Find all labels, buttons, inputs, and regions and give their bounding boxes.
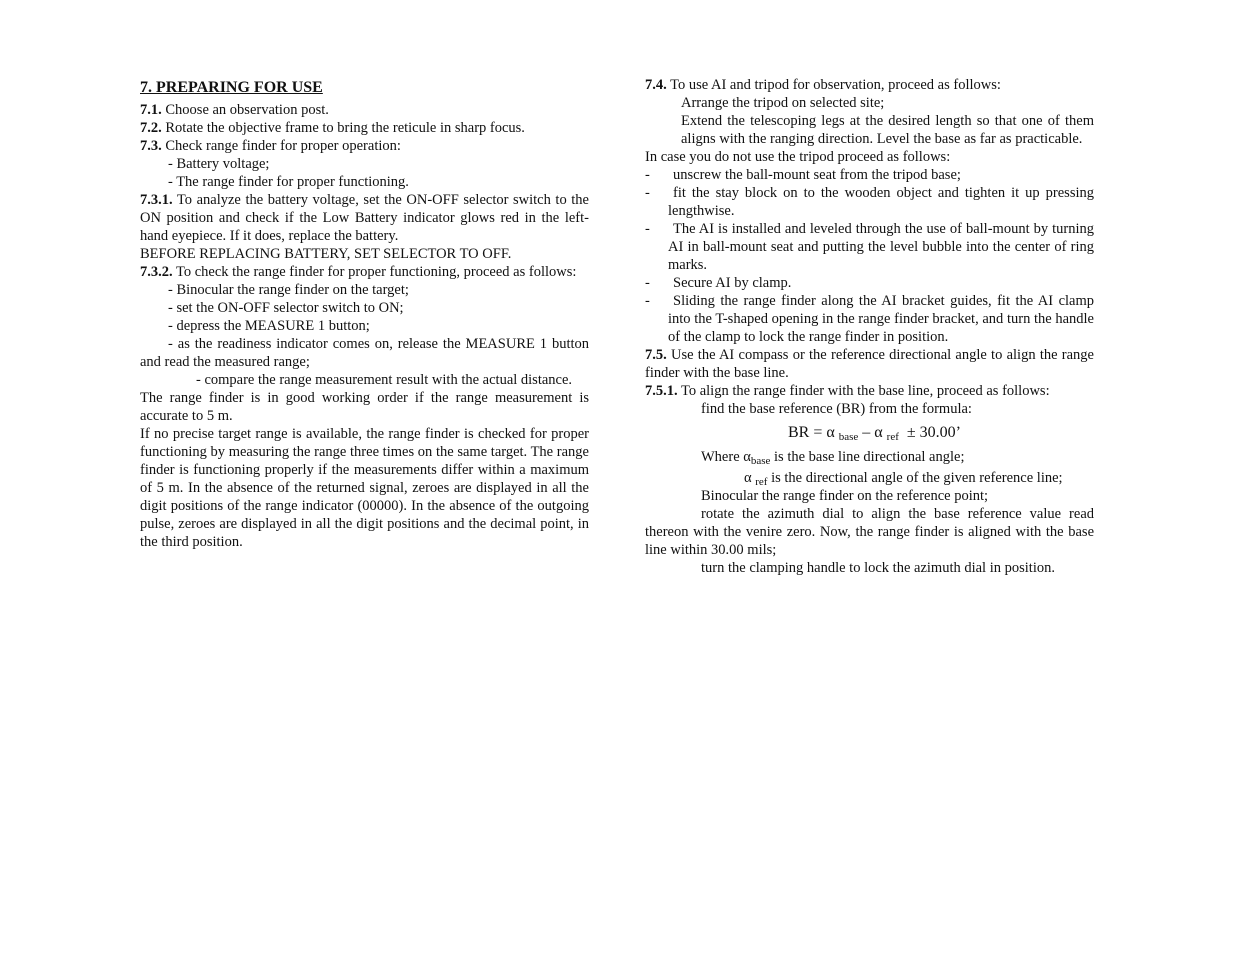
sub-step: Arrange the tripod on selected site; bbox=[681, 95, 885, 111]
list-item: - Binocular the range finder on the target; bbox=[168, 282, 409, 298]
step-number: 7.3.2. bbox=[140, 264, 173, 280]
formula-definition bbox=[645, 448, 1094, 466]
list-item: - Battery voltage; bbox=[168, 156, 270, 172]
step-text: To use AI and tripod for observation, proceed as follows: bbox=[666, 77, 1001, 93]
dash-item bbox=[645, 184, 1094, 220]
definition-text: is the base line directional angle; bbox=[770, 449, 965, 465]
step-7-5 bbox=[645, 346, 1094, 382]
dash-text: The AI is installed and leveled through the use of ball-mount by turning AI in ball-mount seat and putting the level bubble into the center of ring marks. bbox=[668, 221, 1094, 273]
dash-text: Secure AI by clamp. bbox=[673, 275, 792, 291]
formula-lhs: BR = α bbox=[787, 424, 839, 441]
step-text: Rotate the objective frame to bring the reticule in sharp focus. bbox=[161, 120, 525, 136]
dash-mark: - bbox=[645, 293, 650, 309]
dash-item bbox=[645, 274, 1094, 292]
list-item: - depress the MEASURE 1 button; bbox=[168, 318, 370, 334]
list-item: - set the ON-OFF selector switch to ON; bbox=[168, 300, 404, 316]
definition-text: is the directional angle of the given reference line; bbox=[767, 470, 1063, 486]
step-7-3 bbox=[140, 137, 589, 155]
paragraph: The range finder is in good working order if the range measurement is accurate to 5 m. bbox=[140, 390, 589, 424]
step-number: 7.5.1. bbox=[645, 383, 678, 399]
dash-mark: - bbox=[645, 221, 650, 237]
dash-mark: - bbox=[645, 185, 650, 201]
warning-text: BEFORE REPLACING BATTERY, SET SELECTOR TO OFF. bbox=[140, 246, 512, 262]
step-text: To align the range finder with the base line, proceed as follows: bbox=[677, 383, 1050, 399]
step-number: 7.1. bbox=[140, 102, 162, 118]
dash-item bbox=[645, 220, 1094, 274]
list-item: - compare the range measurement result with the actual distance. bbox=[196, 372, 573, 388]
formula-definition bbox=[645, 469, 1094, 487]
step-text: Check range finder for proper operation: bbox=[161, 138, 401, 154]
sub-step: rotate the azimuth dial to align the base reference value read thereon with the venire zero. Now, the range finder is aligned with the base line within 30.00 mils; bbox=[645, 506, 1094, 558]
step-7-1 bbox=[140, 101, 589, 119]
step-text: To analyze the battery voltage, set the ON-OFF selector switch to the ON position and check if the Low Battery indicator glows red in the left-hand eyepiece. If it does, replace the battery. bbox=[140, 192, 589, 244]
list-item: - The range finder for proper functioning. bbox=[168, 174, 409, 190]
formula-sub-ref: ref bbox=[886, 431, 899, 443]
sub-step: find the base reference (BR) from the formula: bbox=[701, 401, 972, 417]
step-number: 7.4. bbox=[645, 77, 667, 93]
step-number: 7.3.1. bbox=[140, 192, 173, 208]
dash-item bbox=[645, 166, 1094, 184]
definition-sub: ref bbox=[755, 476, 768, 488]
list-item: - as the readiness indicator comes on, release the MEASURE 1 button and read the measured range; bbox=[140, 336, 589, 370]
step-number: 7.5. bbox=[645, 347, 667, 363]
step-7-5-1 bbox=[645, 382, 1094, 400]
step-7-2 bbox=[140, 119, 589, 137]
dash-text: unscrew the ball-mount seat from the tripod base; bbox=[673, 167, 961, 183]
definition-text: α bbox=[744, 470, 756, 486]
definition-text: Where α bbox=[701, 449, 751, 465]
dash-mark: - bbox=[645, 167, 650, 183]
paragraph: If no precise target range is available, the range finder is checked for proper functioning by measuring the range three times on the same target. The range finder is functioning properly if the measurements differ within a maximum of 5 m. In the absence of the returned signal, zeroes are displayed in all the digit positions of the range indicator (00000). In the absence of the outgoing pulse, zeroes are displayed in all the digit positions and the decimal point, in the third position. bbox=[140, 426, 589, 550]
step-text: To check the range finder for proper functioning, proceed as follows: bbox=[172, 264, 577, 280]
right-column bbox=[645, 76, 1094, 577]
formula bbox=[645, 422, 1094, 444]
step-text: Choose an observation post. bbox=[161, 102, 329, 118]
dash-text: fit the stay block on to the wooden object and tighten it up pressing lengthwise. bbox=[668, 185, 1094, 219]
formula-sub-base: base bbox=[838, 431, 859, 443]
dash-item bbox=[645, 292, 1094, 346]
step-number: 7.3. bbox=[140, 138, 162, 154]
step-number: 7.2. bbox=[140, 120, 162, 136]
left-column bbox=[140, 76, 589, 551]
dash-mark: - bbox=[645, 275, 650, 291]
sub-step: Extend the telescoping legs at the desired length so that one of them aligns with the ranging direction. Level the base as far as practicable. bbox=[681, 113, 1094, 147]
section-heading: 7. PREPARING FOR USE bbox=[140, 79, 323, 96]
sub-step: Binocular the range finder on the reference point; bbox=[701, 488, 989, 504]
step-7-3-1 bbox=[140, 191, 589, 245]
paragraph: In case you do not use the tripod proceed as follows: bbox=[645, 149, 951, 165]
formula-mid: – α bbox=[858, 424, 887, 441]
sub-step: turn the clamping handle to lock the azimuth dial in position. bbox=[701, 560, 1055, 576]
definition-sub: base bbox=[750, 455, 771, 467]
step-text: Use the AI compass or the reference directional angle to align the range finder with the base line. bbox=[645, 347, 1094, 381]
dash-text: Sliding the range finder along the AI bracket guides, fit the AI clamp into the T-shaped opening in the range finder bracket, and turn the handle of the clamp to lock the range finder in position. bbox=[668, 293, 1094, 345]
step-7-3-2 bbox=[140, 263, 589, 281]
step-7-4 bbox=[645, 76, 1094, 94]
formula-rhs: ± 30.00’ bbox=[898, 424, 961, 441]
